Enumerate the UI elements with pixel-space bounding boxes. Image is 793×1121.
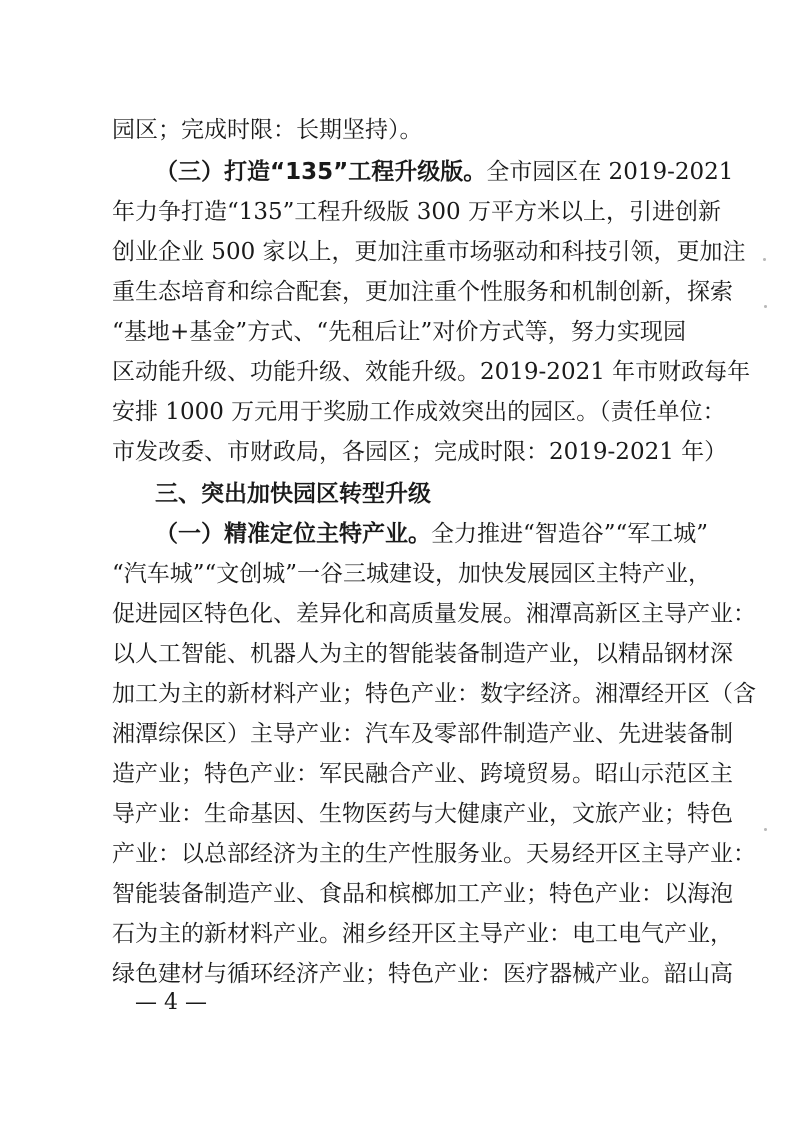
text-line: 创业企业 500 家以上，更加注重市场驱动和科技引领，更加注 [112, 239, 746, 265]
text-line: 促进园区特色化、差异化和高质量发展。湘潭高新区主导产业： [112, 601, 756, 627]
text-line: 石为主的新材料产业。湘乡经开区主导产业：电工电气产业， [112, 921, 733, 947]
section-heading: 三、突出加快园区转型升级 [155, 481, 431, 507]
text-line: 产业：以总部经济为主的生产性服务业。天易经开区主导产业： [112, 841, 756, 867]
text-line: “基地+基金”方式、“先租后让”对价方式等，努力实现园 [112, 319, 686, 345]
text-line: 市发改委、市财政局，各园区；完成时限：2019-2021 年） [112, 439, 728, 465]
text-line: 湘潭综保区）主导产业：汽车及零部件制造产业、先进装备制 [112, 721, 733, 747]
scan-speck [763, 258, 766, 261]
page-number: — 4 — [135, 990, 207, 1015]
text-line: 绿色建材与循环经济产业；特色产业：医疗器械产业。韶山高 [112, 961, 733, 987]
text-line: （一）精准定位主特产业。全力推进“智造谷”“军工城” [155, 521, 709, 547]
text-line: 重生态培育和综合配套，更加注重个性服务和机制创新，探索 [112, 279, 733, 305]
text-line: 导产业：生命基因、生物医药与大健康产业，文旅产业；特色 [112, 801, 733, 827]
paragraph-lead: （三）打造“135”工程升级版。 [155, 159, 487, 185]
text-line: 年力争打造“135”工程升级版 300 万平方米以上，引进创新 [112, 199, 721, 225]
text-line: 造产业；特色产业：军民融合产业、跨境贸易。昭山示范区主 [112, 761, 733, 787]
text-line: 园区；完成时限：长期坚持）。 [112, 117, 423, 143]
text-line: 加工为主的新材料产业；特色产业：数字经济。湘潭经开区（含 [112, 681, 756, 707]
text-line: 安排 1000 万元用于奖励工作成效突出的园区。（责任单位： [112, 399, 726, 425]
text-line: 区动能升级、功能升级、效能升级。2019-2021 年市财政每年 [112, 359, 751, 385]
scan-speck [764, 828, 767, 831]
text-line: “汽车城”“文创城”一谷三城建设，加快发展园区主特产业， [112, 561, 712, 587]
text-line: 智能装备制造产业、食品和槟榔加工产业；特色产业：以海泡 [112, 881, 733, 907]
text-line: （三）打造“135”工程升级版。全市园区在 2019-2021 [155, 159, 734, 185]
scan-speck [764, 305, 767, 308]
text-line: 以人工智能、机器人为主的智能装备制造产业，以精品钢材深 [112, 641, 733, 667]
paragraph-lead: （一）精准定位主特产业。 [155, 521, 431, 547]
